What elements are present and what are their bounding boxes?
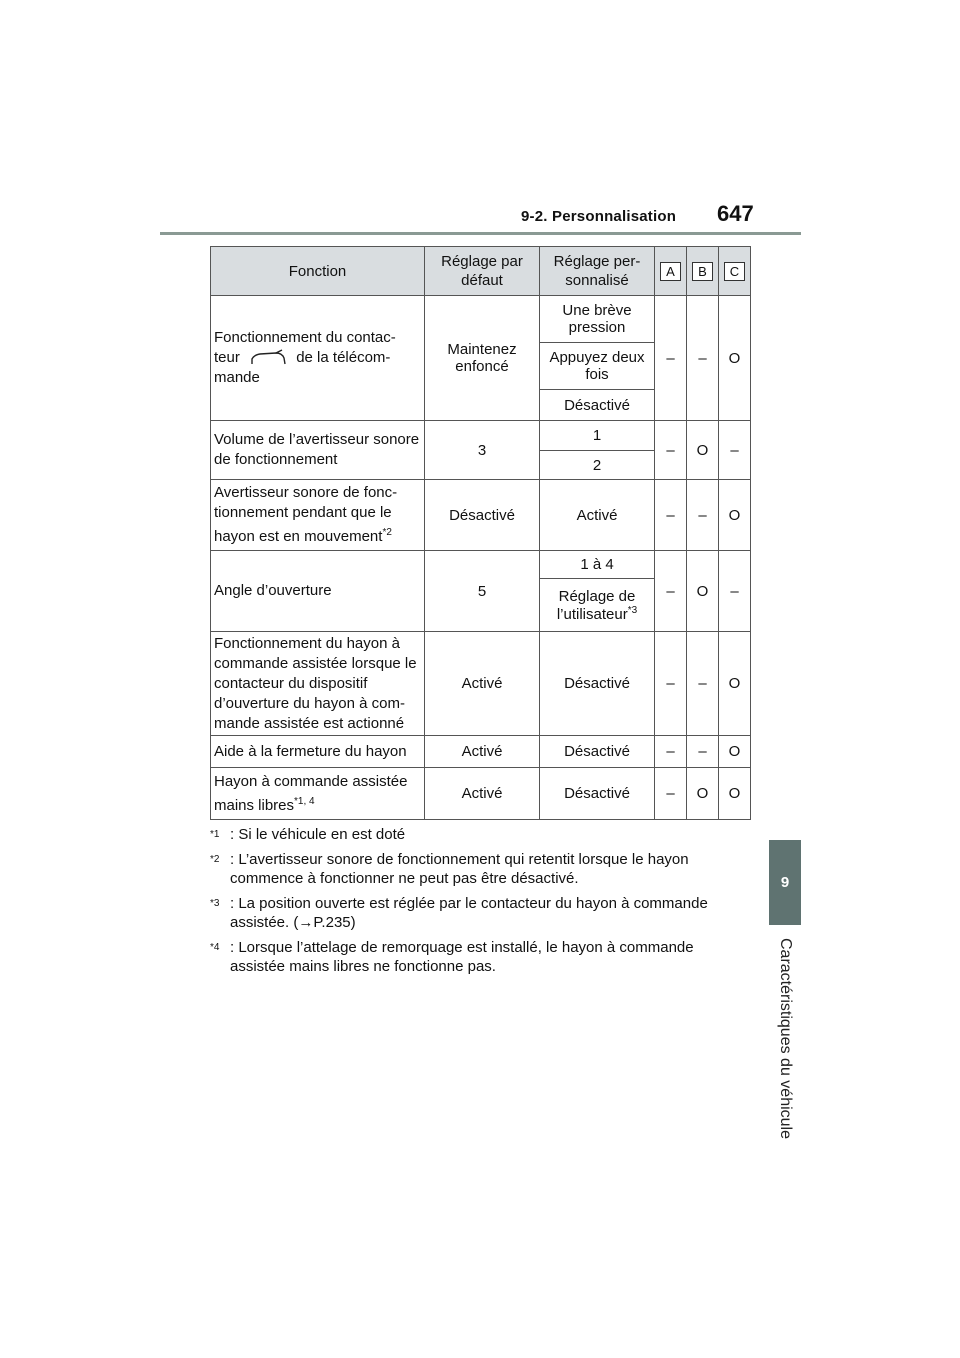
cell-defaut: Désactivé bbox=[425, 480, 540, 551]
cell-perso: Appuyez deux fois bbox=[540, 343, 655, 390]
cell-perso: Réglage de l’utilisateur$^{*3}$ bbox=[540, 579, 655, 632]
header-defaut: Réglage par défaut bbox=[425, 247, 540, 296]
footnote: $^{*2}$ : L’avertisseur sonore de fonctionnement qui retentit lorsque le hayon commence à fonctionner ne peut pas être désactivé. bbox=[210, 851, 689, 887]
cell-c: O bbox=[719, 632, 751, 736]
cell-b: – bbox=[687, 480, 719, 551]
footnote: $^{*4}$ : Lorsque l’attelage de remorquage est installé, le hayon à commande assistée mains libres ne fonctionne pas. bbox=[210, 939, 694, 975]
header-a bbox=[655, 247, 687, 296]
cell-b: – bbox=[687, 632, 719, 736]
header-perso: Réglage per-sonnalisé bbox=[540, 247, 655, 296]
box-b: B bbox=[692, 262, 713, 281]
footnote: $^{*1}$ : Si le véhicule en est doté bbox=[210, 826, 406, 843]
cell-b: O bbox=[687, 421, 719, 480]
table-row bbox=[211, 480, 751, 551]
cell-perso: Désactivé bbox=[540, 632, 655, 736]
cell-a: – bbox=[655, 296, 687, 421]
table-header-row bbox=[211, 247, 751, 296]
cell-a: – bbox=[655, 421, 687, 480]
cell-b: O bbox=[687, 768, 719, 820]
cell-perso: Une brève pression bbox=[540, 296, 655, 343]
tailgate-car-icon bbox=[248, 349, 288, 367]
cell-defaut: 3 bbox=[425, 421, 540, 480]
cell-perso: Désactivé bbox=[540, 736, 655, 768]
cell-a: – bbox=[655, 551, 687, 632]
header-b bbox=[687, 247, 719, 296]
chapter-title: Caractéristiques du véhicule bbox=[777, 938, 794, 1139]
cell-defaut: 5 bbox=[425, 551, 540, 632]
cell-fonction: Hayon à commande assistée mains libres$^{*1, 4}$ bbox=[211, 768, 425, 820]
cell-defaut: Maintenez enfoncé bbox=[425, 296, 540, 421]
cell-perso: 1 à 4 bbox=[540, 551, 655, 579]
table-row bbox=[211, 632, 751, 736]
page-number: 647 bbox=[717, 201, 754, 226]
cell-a: – bbox=[655, 632, 687, 736]
cell-a: – bbox=[655, 736, 687, 768]
settings-table bbox=[210, 246, 751, 820]
header-fonction: Fonction bbox=[211, 247, 425, 296]
cell-fonction: Fonctionnement du hayon à commande assistée lorsque le contacteur du dispositif d’ouverture du hayon à com-mande assistée est actionné bbox=[211, 632, 425, 736]
box-a: A bbox=[660, 262, 681, 281]
header-c bbox=[719, 247, 751, 296]
table-row bbox=[211, 768, 751, 820]
cell-a: – bbox=[655, 480, 687, 551]
chapter-tab: 9 bbox=[769, 840, 801, 925]
cell-fonction: Volume de l’avertisseur sonore de fonctionnement bbox=[211, 421, 425, 480]
cell-perso: Activé bbox=[540, 480, 655, 551]
cell-defaut: Activé bbox=[425, 736, 540, 768]
cell-perso: Désactivé bbox=[540, 768, 655, 820]
section-title: 9-2. Personnalisation bbox=[521, 208, 677, 225]
cell-c: O bbox=[719, 296, 751, 421]
box-c: C bbox=[724, 262, 745, 281]
cell-perso: 1 bbox=[540, 421, 655, 451]
table-row bbox=[211, 296, 751, 343]
footnotes bbox=[210, 825, 750, 982]
cell-perso: Désactivé bbox=[540, 390, 655, 421]
cell-a: – bbox=[655, 768, 687, 820]
cell-defaut: Activé bbox=[425, 632, 540, 736]
cell-c: – bbox=[719, 551, 751, 632]
cell-c: O bbox=[719, 480, 751, 551]
cell-perso: 2 bbox=[540, 451, 655, 480]
table-row bbox=[211, 421, 751, 451]
cell-fonction: Avertisseur sonore de fonc-tionnement pendant que le hayon est en mouvement$^{*2}$ bbox=[211, 480, 425, 551]
cell-b: – bbox=[687, 296, 719, 421]
table-row bbox=[211, 551, 751, 579]
cell-defaut: Activé bbox=[425, 768, 540, 820]
header-divider bbox=[160, 232, 801, 235]
cell-fonction: Fonctionnement du contac- teur de la télécom- mande bbox=[211, 296, 425, 421]
cell-c: – bbox=[719, 421, 751, 480]
cell-b: – bbox=[687, 736, 719, 768]
cell-fonction: Angle d’ouverture bbox=[211, 551, 425, 632]
cell-c: O bbox=[719, 768, 751, 820]
cell-b: O bbox=[687, 551, 719, 632]
footnote: $^{*3}$ : La position ouverte est réglée par le contacteur du hayon à commande assistée. (→P.235) bbox=[210, 895, 708, 931]
table-row bbox=[211, 736, 751, 768]
cell-fonction: Aide à la fermeture du hayon bbox=[211, 736, 425, 768]
cell-c: O bbox=[719, 736, 751, 768]
chapter-title-vertical bbox=[772, 938, 798, 1153]
